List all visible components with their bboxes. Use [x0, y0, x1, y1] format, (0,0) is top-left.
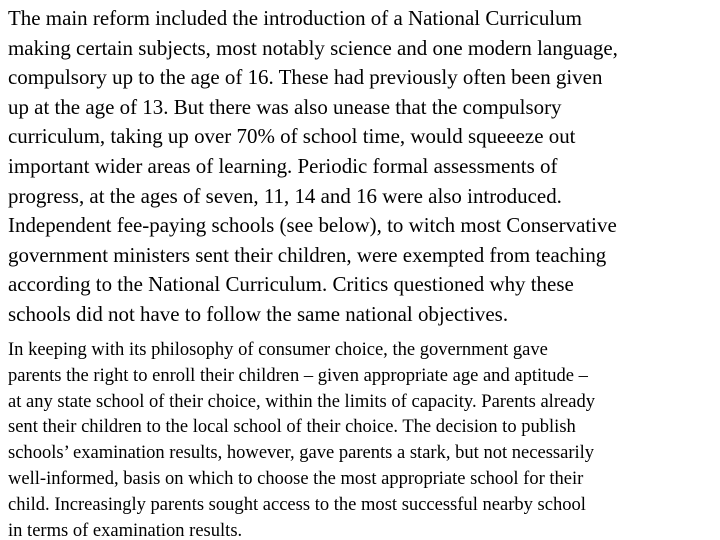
- text-line: making certain subjects, most notably science and one modern language,: [8, 35, 618, 60]
- text-line: schools did not have to follow the same national objectives.: [8, 301, 509, 326]
- text-line: progress, at the ages of seven, 11, 14 and 16 were also introduced.: [8, 183, 562, 208]
- text-line: government ministers sent their children, were exempted from teaching: [8, 242, 607, 267]
- text-line: curriculum, taking up over 70% of school time, would squeeeze out: [8, 124, 576, 149]
- text-line: sent their children to the local school of their choice. The decision to publish: [8, 416, 576, 438]
- text-line: Independent fee-paying schools (see below), to witch most Conservative: [8, 213, 617, 238]
- text-line: compulsory up to the age of 16. These had previously often been given: [8, 65, 603, 90]
- text-line: schools’ examination results, however, gave parents a stark, but not necessarily: [8, 442, 595, 464]
- text-line: parents the right to enroll their children – given appropriate age and aptitude –: [8, 364, 588, 386]
- paragraph-consumer-choice: [8, 337, 716, 540]
- text-line: The main reform included the introduction of a National Curriculum: [8, 6, 582, 30]
- paragraph-national-curriculum: [8, 4, 716, 330]
- text-line: in terms of examination results.: [8, 519, 243, 540]
- text-line: according to the National Curriculum. Critics questioned why these: [8, 272, 574, 297]
- text-line: well-informed, basis on which to choose the most appropriate school for their: [8, 467, 584, 489]
- text-line: up at the age of 13. But there was also unease that the compulsory: [8, 94, 562, 119]
- text-line: at any state school of their choice, within the limits of capacity. Parents already: [8, 390, 595, 412]
- text-line: important wider areas of learning. Periodic formal assessments of: [8, 153, 558, 178]
- text-line: child. Increasingly parents sought access to the most successful nearby school: [8, 493, 586, 515]
- text-line: In keeping with its philosophy of consumer choice, the government gave: [8, 339, 548, 360]
